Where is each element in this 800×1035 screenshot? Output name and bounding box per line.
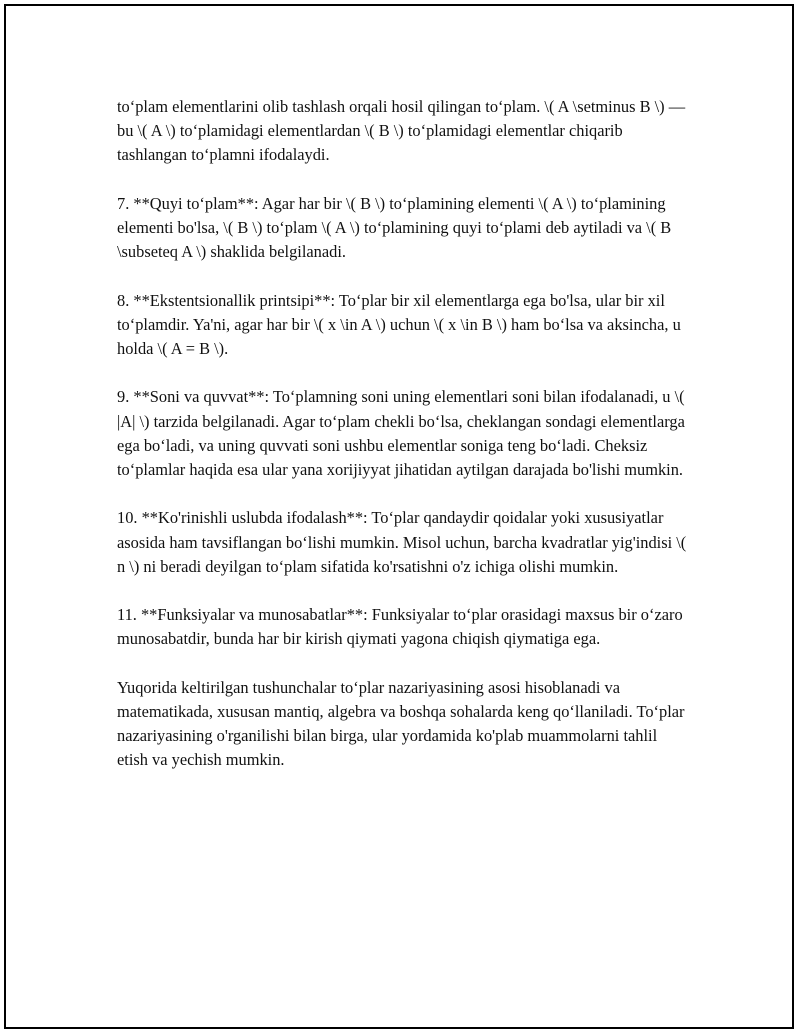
paragraph-set-builder: 10. **Ko'rinishli uslubda ifodalash**: To‘plar qandaydir qoidalar yoki xususiyatlar asosida ham tavsiflangan bo‘lishi mumkin. Misol uchun, barcha kvadratlar yig'indisi \( n \) ni beradi deyilgan to‘plam sifatida ko'rsatishni o'z ichiga olishi mumkin. — [117, 508, 687, 576]
paragraph-setminus-continuation: to‘plam elementlarini olib tashlash orqali hosil qilingan to‘plam. \( A \setminus B \) — bu \( A \) to‘plamidagi elementlardan \( B \) to‘plamidagi elementlar chiqarib tashlangan to‘plamni ifodalaydi. — [117, 97, 686, 165]
paragraph-extensionality: 8. **Ekstentsionallik printsipi**: To‘plar bir xil elementlarga ega bo'lsa, ular bir xil to‘plamdir. Ya'ni, agar har bir \( x \in A \) uchun \( x \in B \) ham bo‘lsa va aksincha, u holda \( A = B \). — [117, 290, 681, 358]
paragraph-conclusion: Yuqorida keltirilgan tushunchalar to‘plar nazariyasining asosi hisoblanadi va matematikada, xususan mantiq, algebra va boshqa sohalarda keng qo‘llaniladi. To‘plar nazariyasining o'rganilishi bilan birga, ular yordamida ko'plab muammolarni tahlil etish va yechish mumkin. — [117, 677, 685, 770]
paragraph-cardinality: 9. **Soni va quvvat**: To‘plamning soni uning elementlari soni bilan ifodalanadi, u \( |A| \) tarzida belgilanadi. Agar to‘plam chekli bo‘lsa, cheklangan sondagi elementlarga ega bo‘ladi, va uning quvvati soni ushbu elementlar soniga teng bo‘ladi. Cheksiz to‘plamlar haqida esa ular yana xorijiyyat jihatidan aytilgan darajada bo'lishi mumkin. — [117, 387, 685, 479]
paragraph-subset: 7. **Quyi to‘plam**: Agar har bir \( B \) to‘plamining elementi \( A \) to‘plamining elementi bo'lsa, \( B \) to‘plam \( A \) to‘plamining quyi to‘plami deb aytiladi va \( B \subseteq A \) shaklida belgilanadi. — [117, 193, 672, 262]
document-body — [117, 95, 692, 797]
paragraph-functions-relations: 11. **Funksiyalar va munosabatlar**: Funksiyalar to‘plar orasidagi maxsus bir o‘zaro munosabatdir, bunda har bir kirish qiymati yagona chiqish qiymatiga ega. — [117, 605, 683, 649]
